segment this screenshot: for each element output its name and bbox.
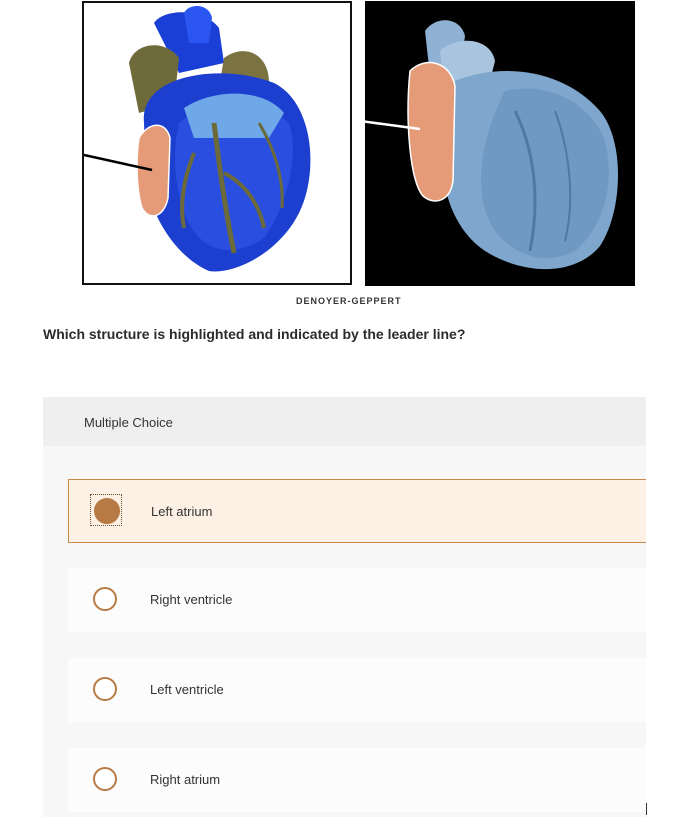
option-right-atrium[interactable] [68, 748, 646, 812]
option-label: Right ventricle [150, 592, 233, 607]
heart-model-image [82, 1, 352, 285]
radio-focus-ring [90, 494, 122, 526]
multiple-choice-header [43, 397, 646, 446]
heart-specimen-illustration [365, 1, 635, 286]
option-label: Right atrium [150, 772, 221, 787]
option-right-ventricle[interactable] [68, 568, 646, 632]
figure-area [82, 0, 635, 302]
radio-icon[interactable] [93, 767, 117, 791]
radio-icon[interactable] [93, 587, 117, 611]
multiple-choice-header-label: Multiple Choice [84, 415, 173, 430]
heart-specimen-image [365, 1, 635, 286]
radio-selected-icon[interactable] [94, 498, 120, 524]
brand-label: DENOYER-GEPPERT [296, 296, 402, 304]
multiple-choice-panel [43, 397, 646, 817]
option-left-atrium[interactable] [68, 479, 646, 543]
option-label: Left ventricle [150, 682, 224, 697]
option-left-ventricle[interactable] [68, 658, 646, 722]
heart-model-illustration [84, 3, 350, 283]
radio-icon[interactable] [93, 677, 117, 701]
text-cursor-icon [646, 803, 647, 815]
question-text: Which structure is highlighted and indicated by the leader line? [43, 326, 466, 342]
option-label: Left atrium [151, 504, 213, 519]
